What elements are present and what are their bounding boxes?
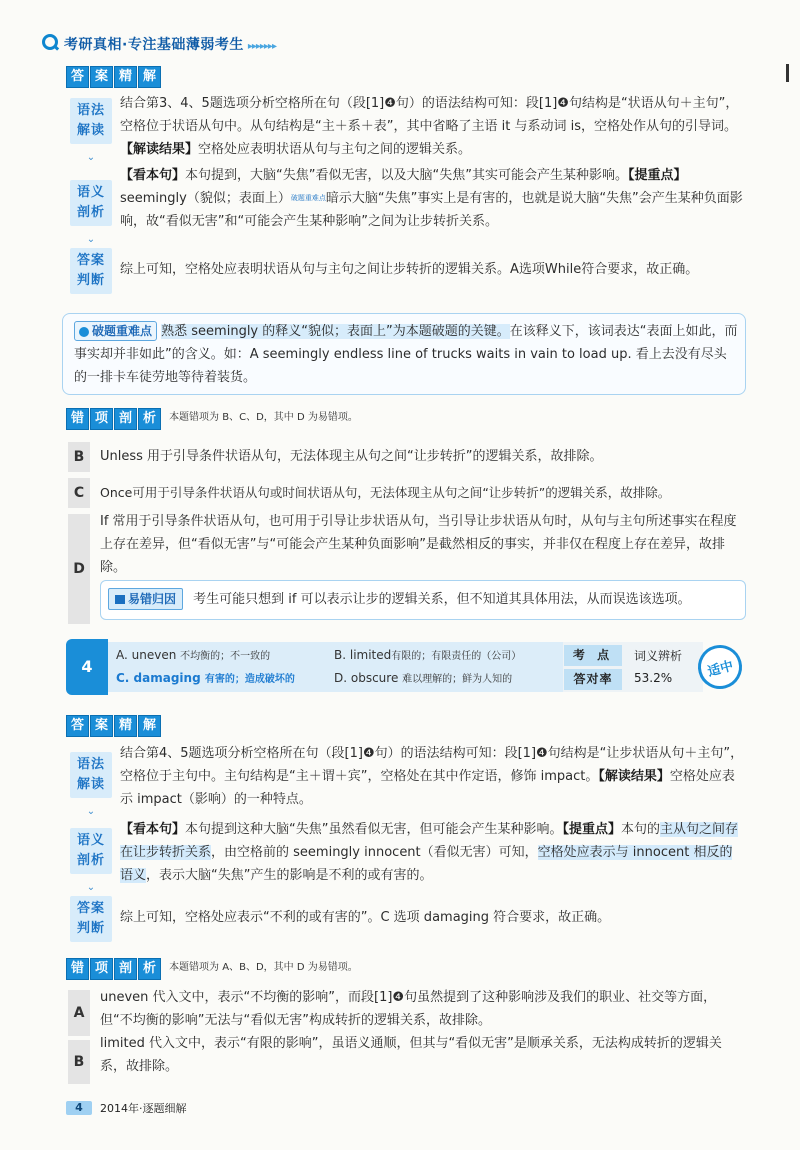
label: 【看本句】 [120,822,186,837]
text: 本句提到，大脑“失焦”看似无害，以及大脑“失焦”其实可能会产生某种影响。 [185,168,628,183]
tag-line: 答案 [76,901,105,916]
option-a [116,644,270,668]
page-number: 4 [66,1101,92,1115]
error-reason-label [108,588,183,610]
tip-content [74,320,738,389]
chevron-down-icon: ⌄ [86,806,96,817]
title-char: 案 [90,66,113,88]
title-char: 错 [66,958,89,980]
opt-cn: 难以理解的；鲜为人知的 [402,674,513,685]
text: 本句的 [621,822,661,837]
running-header [64,34,276,54]
error-row-text: Once可用于引导条件状语从句或时间状语从句，无法体现主从句之间“让步转折”的逻辑关系，故排除。 [100,485,671,500]
tag-line: 判断 [76,921,105,936]
semantic-text [120,818,745,887]
mini-annotation: 破题重难点 [290,194,326,202]
title-char: 解 [138,66,161,88]
section-title-answer [66,66,161,88]
tag-answer [70,248,112,294]
note-icon [115,595,125,604]
text: seemingly（貌似；表面上） [120,191,291,206]
grammar-text [120,742,745,811]
error-note: 本题错项为 B、C、D，其中 D 为易错项。 [169,412,358,423]
highlight: 空格处应表示与 innocent 相反的语义 [120,845,733,883]
section-title-errors [66,958,161,980]
tag-line: 剖析 [76,205,105,220]
stat-value-accuracy: 53.2% [634,671,673,685]
text: ，表示大脑“失焦”产生的影响是不利的或有害的。 [146,868,433,883]
result-text: 空格处应表明状语从句与主句之间的逻辑关系。 [198,142,472,157]
tag-answer [70,896,112,942]
badge-text: 适中 [706,658,736,681]
tag-grammar [70,98,112,144]
title-char: 剖 [114,958,137,980]
tip-highlight: 熟悉 seemingly 的释义“貌似；表面上”为本题破题的关键。 [161,324,510,339]
question-number: 4 [66,639,108,695]
title-char: 精 [114,715,137,737]
title-char: 剖 [114,408,137,430]
stat-value-point: 词义辨析 [634,649,683,663]
tag-grammar [70,752,112,798]
option-letter: C [68,478,90,508]
option-letter: B [68,442,90,472]
option-c-correct [116,667,295,691]
opt-cn: 有限的；有限责任的（公司） [391,651,522,662]
option-d [334,667,512,691]
highlight: 主从句之间存在让步转折关系 [120,822,739,860]
stat-label-accuracy: 答对率 [564,669,622,690]
opt-word: C. damaging [116,671,201,685]
title-char: 答 [66,715,89,737]
header-title: 考研真相·专注基础薄弱考生 [64,37,244,53]
tip-label-text: 破题重难点 [92,324,153,338]
tag-semantic [70,828,112,874]
title-char: 案 [90,715,113,737]
title-char: 答 [66,66,89,88]
section-title-answer [66,715,161,737]
grammar-paragraph: 结合第4、5题选项分析空格所在句（段[1]❹句）的语法结构可知：段[1]❹句结构是“让步状语从句＋主句”，空格位于主句中。主句结构是“主＋谓＋宾”，空格处在其中作定语，修饰 impact。 [120,746,744,784]
error-analysis-header [66,958,358,980]
error-note: 本题错项为 A、B、D，其中 D 为易错项。 [169,962,358,973]
title-char: 精 [114,66,137,88]
stat-label-point: 考 点 [564,645,622,666]
chevron-down-icon: ⌄ [86,234,96,245]
option-b [334,644,521,668]
tag-line: 剖析 [76,853,105,868]
result-label: 【解读结果】 [120,142,199,157]
error-row-text: uneven 代入文中，表示“不均衡的影响”，而段[1]❹句虽然提到了这种影响涉及我们的职业、社交等方面，但“不均衡的影响”无法与“看似无害”构成转折的逻辑关系，故排除。 [100,990,717,1028]
section-title-errors [66,408,161,430]
opt-word: D. obscure [334,671,399,685]
tag-semantic [70,180,112,226]
option-letter: A [68,990,90,1036]
answer-text: 综上可知，空格处应表明状语从句与主句之间让步转折的逻辑关系。A选项While符合要求，故正确。 [120,262,699,277]
option-letter: D [68,514,90,624]
title-char: 析 [138,408,161,430]
answer-text: 综上可知，空格处应表示“不利的或有害的”。C 选项 damaging 符合要求，故正确。 [120,910,611,925]
tip-text: 在该释义下，该词表达“表面上如此，而事实却并非如此”的含义。如：A seemingly endless line of trucks waits in vain to load up. 看上去没有尽头的一排卡车徒劳地等待着装货。 [74,324,738,385]
chevron-down-icon: ⌄ [86,882,96,893]
grammar-paragraph: 结合第3、4、5题选项分析空格所在句（段[1]❹句）的语法结构可知：段[1]❹句结构是“状语从句＋主句”，空格位于状语从句中。从句结构是“主＋系＋表”，其中省略了主语 it 与系动词 is，空格处作从句的引导词。 [120,96,739,134]
error-reason-label-text: 易错归因 [128,592,177,606]
error-reason-text: 考生可能只想到 if 可以表示让步的逻辑关系，但不知道其具体用法，从而误选该选项。 [193,592,691,607]
tag-line: 判断 [76,273,105,288]
result-text: 空格处应表示 impact（影响）的一种特点。 [120,769,735,807]
error-row-text: If 常用于引导条件状语从句，也可用于引导让步状语从句，当引导让步状语从句时，从句与主句所述事实在程度上存在差异，但“看似无害”与“可能会产生某种负面影响”是截然相反的事实，并非仅在程度上存在差异，故排除。 [100,514,737,575]
title-char: 项 [90,958,113,980]
opt-cn: 不均衡的；不一致的 [180,651,271,662]
margin-mark [786,64,789,82]
tag-line: 解读 [76,123,105,138]
title-char: 项 [90,408,113,430]
grammar-text [120,92,745,161]
text: 暗示大脑“失焦”事实上是有害的，也就是说大脑“失焦”会产生某种负面影响，故“看似无害”和“可能会产生某种影响”之间为让步转折关系。 [120,191,743,229]
opt-word: A. uneven [116,648,177,662]
error-reason [108,588,744,611]
error-analysis-header [66,408,358,430]
tag-line: 答案 [76,253,105,268]
result-label: 【解读结果】 [598,769,670,784]
label: 【提重点】 [627,168,687,183]
tip-label [74,321,157,341]
opt-cn: 有害的；造成破坏的 [204,674,295,685]
text: 本句提到这种大脑“失焦”虽然看似无害，但可能会产生某种影响。 [185,822,563,837]
semantic-text [120,164,745,233]
text: ，由空格前的 seemingly innocent（看似无害）可知， [211,845,538,860]
option-letter: B [68,1040,90,1084]
header-arrows: ▸▸▸▸▸▸▸ [247,41,276,52]
error-row-text: limited 代入文中，表示“有限的影响”，虽语义通顺，但其与“看似无害”是顺承关系，无法构成转折的逻辑关系，故排除。 [100,1036,722,1074]
title-char: 解 [138,715,161,737]
title-char: 错 [66,408,89,430]
target-icon [79,327,89,337]
tag-line: 解读 [76,777,105,792]
magnifier-logo-icon [42,34,58,50]
label: 【提重点】 [562,822,622,837]
tag-line: 语法 [76,103,105,118]
chevron-down-icon: ⌄ [86,152,96,163]
title-char: 析 [138,958,161,980]
opt-word: B. limited [334,648,392,662]
error-row-text: Unless 用于引导条件状语从句，无法体现主从句之间“让步转折”的逻辑关系，故排除。 [100,449,603,464]
tag-line: 语义 [76,185,105,200]
footer-text: 2014年·逐题细解 [100,1102,187,1115]
label: 【看本句】 [120,168,186,183]
tag-line: 语义 [76,833,105,848]
tag-line: 语法 [76,757,105,772]
